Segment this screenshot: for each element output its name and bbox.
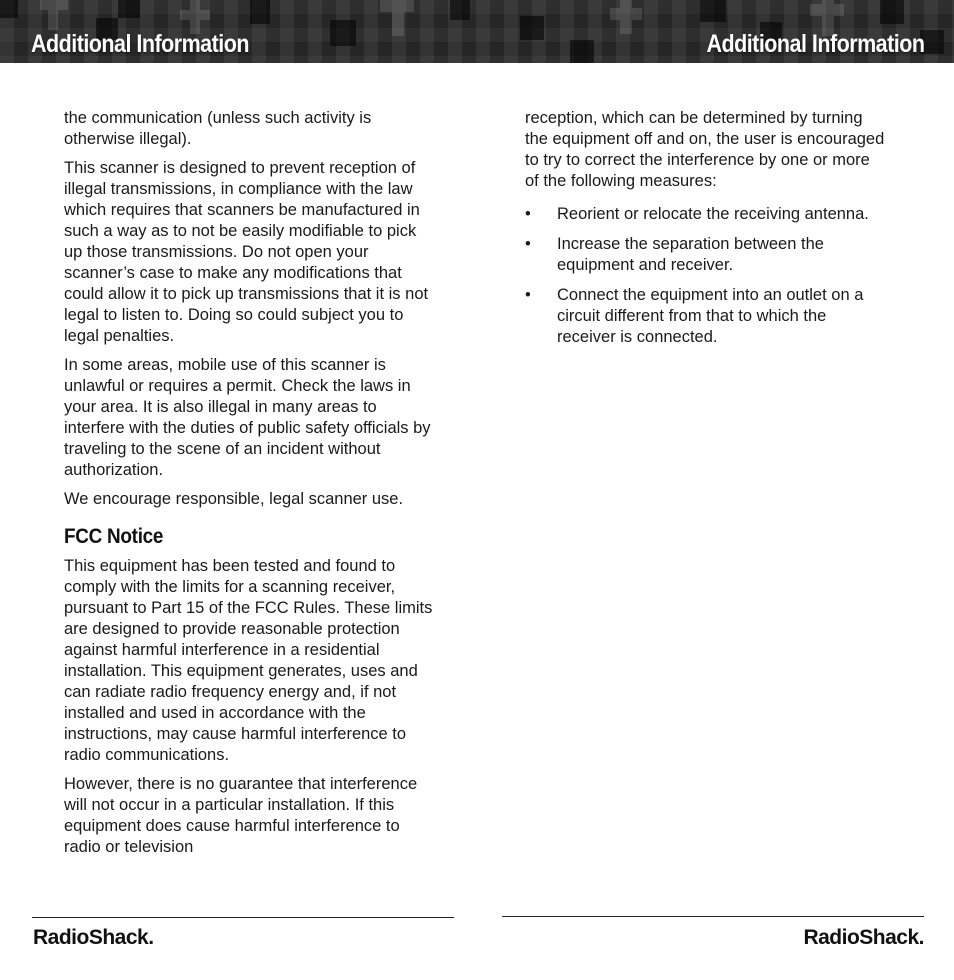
paragraph: the communication (unless such activity is otherwise illegal).	[64, 109, 372, 148]
bullet-icon: •	[525, 235, 531, 253]
list-item	[525, 204, 885, 225]
list-item	[525, 234, 885, 276]
footer-divider-right	[502, 916, 924, 917]
radioshack-logo-left: RadioShack.	[33, 926, 154, 949]
header-title-left: Additional Information	[31, 30, 249, 58]
list-item-text: Reorient or relocate the receiving antenna.	[557, 205, 869, 223]
header-title-right: Additional Information	[706, 30, 924, 58]
paragraph: This equipment has been tested and found to comply with the limits for a scanning receiver, pursuant to Part 15 of the FCC Rules. These limits are designed to provide reasonable protection against harmful interference in a residential installation. This equipment generates, uses and can radiate radio frequency energy and, if not installed and used in accordance with the instructions, may cause harmful interference to radio communications.	[64, 557, 433, 764]
bullet-icon: •	[525, 286, 531, 304]
paragraph: reception, which can be determined by turning the equipment off and on, the user is encouraged to try to correct the interference by one or more of the following measures:	[525, 109, 885, 190]
list-item-text: Increase the separation between the equipment and receiver.	[557, 235, 824, 274]
footer-divider-left	[32, 917, 454, 918]
paragraph: This scanner is designed to prevent reception of illegal transmissions, in compliance with the law which requires that scanners be manufactured in such a way as to not be easily modifiable to pick up those transmissions. Do not open your scanner’s case to make any modifications that could allow it to pick up transmissions that it is not legal to listen to. Doing so could subject you to legal penalties.	[64, 159, 429, 345]
bullet-icon: •	[525, 205, 531, 223]
fcc-notice-heading: FCC Notice	[64, 525, 164, 548]
right-column	[525, 108, 885, 357]
paragraph: However, there is no guarantee that interference will not occur in a particular installation. If this equipment does cause harmful interference to radio or television	[64, 775, 418, 856]
measures-list	[525, 204, 885, 348]
list-item-text: Connect the equipment into an outlet on a circuit different from that to which the receiver is connected.	[557, 286, 864, 346]
radioshack-logo-right: RadioShack.	[803, 926, 924, 949]
paragraph: In some areas, mobile use of this scanner is unlawful or requires a permit. Check the laws in your area. It is also illegal in many areas to interfere with the duties of public safety officials by traveling to the scene of an incident without authorization.	[64, 356, 431, 479]
left-column	[64, 108, 436, 866]
paragraph: We encourage responsible, legal scanner use.	[64, 490, 404, 508]
page-header-banner	[0, 0, 954, 63]
list-item	[525, 285, 885, 348]
